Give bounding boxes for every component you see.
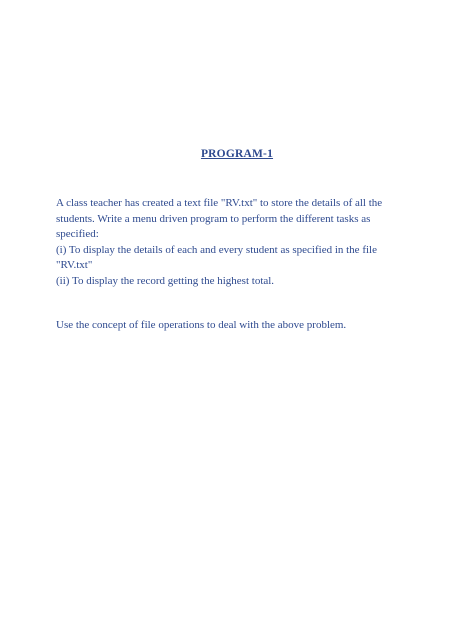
statement-line-1: A class teacher has created a text file "RV.txt" to store the details of all the [56, 197, 383, 209]
problem-statement [56, 196, 416, 289]
task-ii-line: (ii) To display the record getting the highest total. [56, 274, 275, 287]
task-i-line-1: (i) To display the details of each and every student as specified in the file [56, 243, 377, 256]
program-title: PROGRAM-1 [200, 148, 274, 160]
task-i-line-2: "RV.txt" [56, 259, 93, 271]
statement-line-3: specified: [56, 228, 99, 240]
statement-line-2: students. Write a menu driven program to perform the different tasks as [56, 212, 371, 225]
instruction-note: Use the concept of file operations to deal with the above problem. [56, 319, 347, 331]
